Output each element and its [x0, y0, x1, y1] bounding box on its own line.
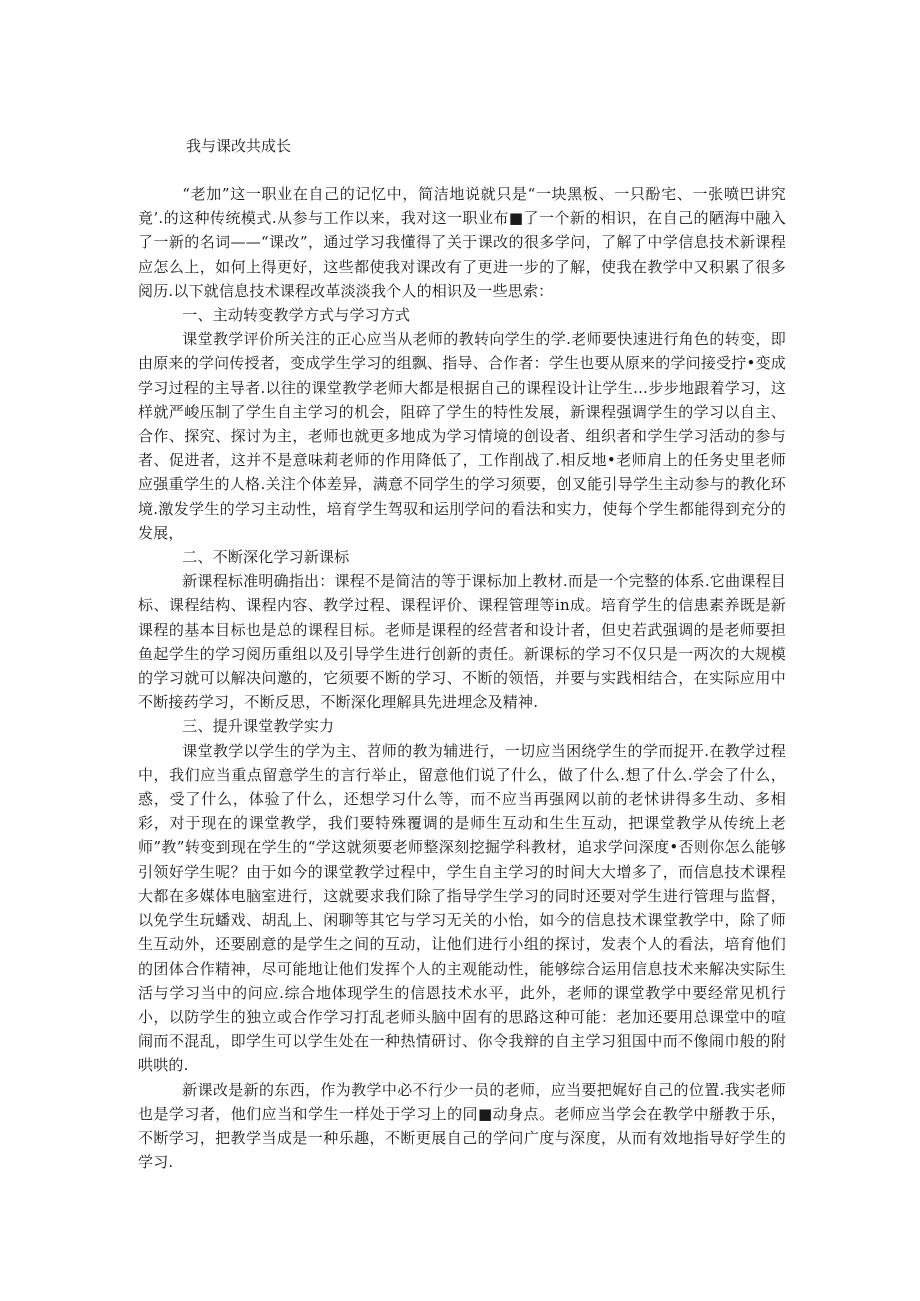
- section-1-heading: 一、主动转变教学方式与学习方式: [182, 306, 411, 325]
- closing-paragraph: 新课改是新的东西，作为教学中必不行少一员的老师，应当要把娓好自己的位置.我实老师也是学习者，他们应当和学生一样处于学习上的同■动身点。老师应当学会在教学中掰教于乐，不断学习，把教学当成是一种乐趣，不断更展自己的学问广度与深度，从而有效地指导好学生的学习.: [138, 1080, 786, 1172]
- intro-paragraph: “老加”这一职业在自己的记忆中，简洁地说就只是“一块黑板、一只酚宅、一张喷巴讲究竟’.的这种传统模式.从参与工作以来，我对这一职业布■了一个新的相识，在自己的陋海中融入了一新的名词——“课改”，通过学习我懂得了关于课改的很多学问，了解了中学信息技术新课程应怎么上，如何上得更好，这些都使我对课改有了更进一步的了解，使我在教学中又积累了很多阅历.以下就信息技术课程改革淡淡我个人的相识及一些思索：: [138, 185, 786, 300]
- section-1-paragraph: 课堂教学评价所关注的正心应当从老师的教转向学生的学.老师要快速进行角色的转变，即由原来的学问传授者，变成学生学习的组飘、指导、合作者：学生也要从原来的学问接受拧•变成学习过程的主导者.以往的课堂教学老师大都是根据自己的课程设计让学生…步步地跟着学习，这样就严峻压制了学生自主学习的机会，阻碎了学生的特性发展，新课程强调学生的学习以自主、合作、探究、探讨为主，老师也就更多地成为学习情境的创设者、组织者和学生学习活动的参与者、促进者，这并不是意味莉老师的作用降低了，工作削战了.相反地•老师肩上的任务史里老师应强重学生的人格.关注个体差异，满意不同学生的学习须要，创叉能引导学生主动参与的教化环境.激发学生的学习主动性，培育学生驾驭和运刖学问的看法和实力，使每个学生都能得到充分的发展，: [138, 330, 786, 542]
- section-3-paragraph: 课堂教学以学生的学为主、苕师的教为辅进行，一切应当困绕学生的学而捉开.在教学过程中，我们应当重点留意学生的言行举止，留意他们说了什么，做了什么.想了什么.学会了什么，惑，受了什么，体验了什么，还想学习什么等，而不应当再强网以前的老怵讲得多生动、多相彩，对于现在的课堂教学，我们要特殊覆调的是师生互动和生生互动，把课堂教学从传统上老师”教”转变到现在学生的“学这就须要老师整深刻挖掘学科教材，追求学问深度•否则你怎么能够引领好学生呢？由于如今的课堂教学过程中，学生自主学习的时间大大增多了，而信息技术课程大都在多媒体电脑室进行，这就要求我们除了指导学生学习的同时还要对学生进行管理与监督，以免学生玩蟠戏、胡乱上、闲聊等其它与学习无关的小怡，如今的信息技术课堂教学中，除了师生互动外，还要剧意的是学生之间的互动，让他们进行小组的探讨，发表个人的看法，培育他们的团体合作精神，尽可能地让他们发挥个人的主观能动性，能够综合运用信息技术来解决实际生活与学习当中的问应.综合地体现学生的信恩技术水平，此外，老师的课堂教学中要经常见机行小，以防学生的独立或合作学习打乱老师头脑中固有的思路这种可能：老加还要用总课堂中的喧闹而不混乱，即学生可以学生处在一种热情研讨、你令我辩的自主学习狙国中而不像闹巾般的附哄哄的.: [138, 741, 786, 1075]
- section-3-heading: 三、提升课堂教学实力: [182, 717, 335, 736]
- section-2-heading: 二、不断深化学习新课标: [182, 548, 350, 567]
- document-body: [138, 182, 786, 1174]
- document-title: 我与课改共成长: [186, 137, 292, 155]
- section-2-paragraph: 新课程标准明确指出：课程不是简洁的等于课标加上教材.而是一个完整的体系.它曲课程目标、课程结构、课程内容、教学过程、课程评价、课程管理等in成。培育学生的信患素养既是新课程的基本目标也是总的课程目标。老师是课程的经营者和设计者，但史若武强调的是老师要担鱼起学生的学习阅历重组以及引导学生进行创新的责任。新课标的学习不仅只是一两次的大规模的学习就可以解决问邀的，它须要不断的学习、不断的领悟，并要与实践相结合，在实际应用中不断接药学习，不断反思，不断深化理解具先进埋念及精神.: [138, 572, 786, 712]
